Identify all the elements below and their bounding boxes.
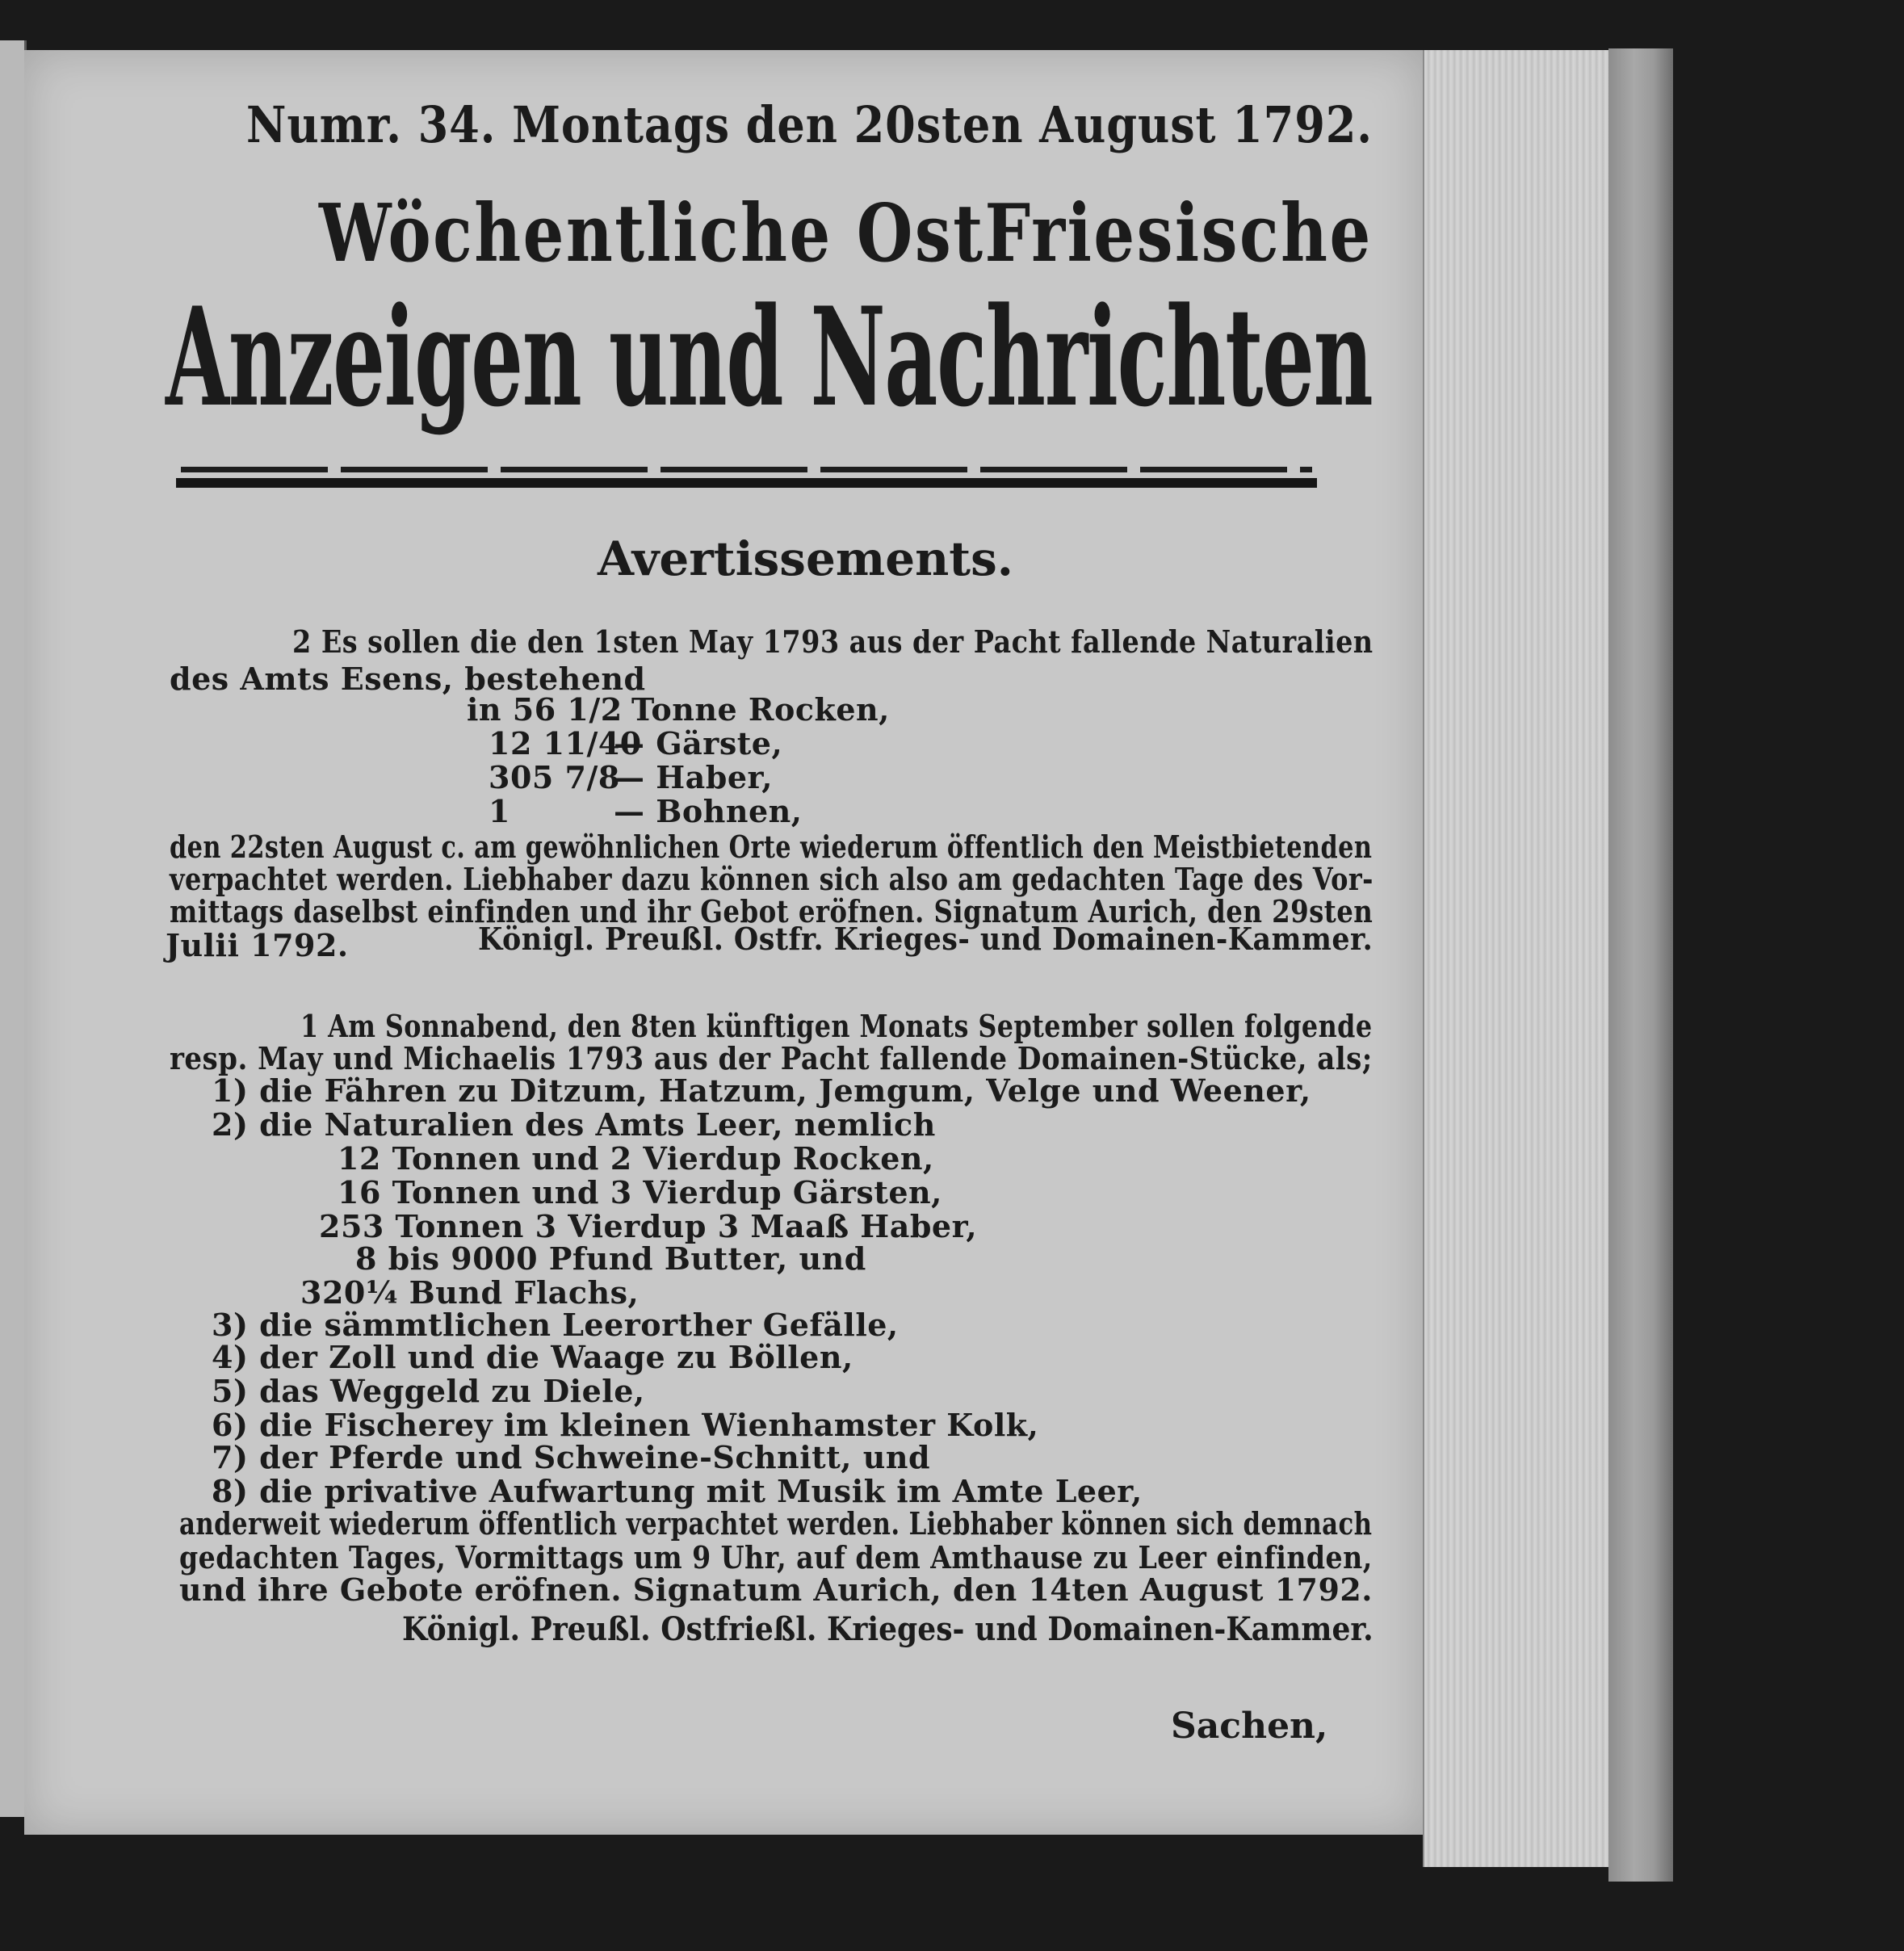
notice1-after-line2: verpachtet werden. Liebhaber dazu können sich also am gedachten Tage des Vor-	[170, 861, 1373, 897]
notice2-item: 6) die Fischerey im kleinen Wienhamster Kolk,	[212, 1407, 1039, 1443]
notice2-after-line3: und ihre Gebote eröfnen. Signatum Aurich, den 14ten August 1792.	[179, 1571, 1373, 1608]
page-stack-edges	[1423, 50, 1610, 1867]
notice1-item-label: Tonne Rocken,	[631, 691, 890, 728]
notice2-item: 1) die Fähren zu Ditzum, Hatzum, Jemgum, Velge und Weener,	[212, 1072, 1311, 1109]
notice1-item-label: — Haber,	[614, 759, 773, 795]
book-cover-edge	[1608, 48, 1673, 1882]
notice1-after-line1: den 22sten August c. am gewöhnlichen Orte wiederum öffentlich den Meistbietenden	[170, 829, 1373, 865]
notice2-line1: 1 Am Sonnabend, den 8ten künftigen Monats September sollen folgende	[300, 1008, 1373, 1044]
notice2-item: 3) die sämmtlichen Leerorther Gefälle,	[212, 1307, 899, 1343]
notice2-item: 5) das Weggeld zu Diele,	[212, 1373, 645, 1409]
issue-line: Numr. 34. Montags den 20sten August 1792.	[246, 95, 1373, 154]
notice1-item-qty: 1	[489, 793, 510, 829]
section-heading: Avertissements.	[598, 531, 1013, 586]
notice2-sub-item: 253 Tonnen 3 Vierdup 3 Maaß Haber,	[319, 1208, 978, 1244]
notice1-item-qty: 12 11/40	[489, 725, 642, 762]
notice2-after-line1: anderweit wiederum öffentlich verpachtet werden. Liebhaber können sich demnach	[179, 1505, 1373, 1542]
notice1-line1: 2 Es sollen die den 1sten May 1793 aus der Pacht fallende Naturalien	[292, 623, 1373, 660]
notice2-sub-item: 16 Tonnen und 3 Vierdup Gärsten,	[338, 1174, 942, 1210]
notice1-item-label: — Gärste,	[614, 725, 783, 762]
title-rule	[176, 478, 1317, 488]
notice1-item-qty: 305 7/8	[489, 759, 620, 795]
notice1-line2: des Amts Esens, bestehend	[170, 661, 646, 697]
notice1-after-line3: mittags daselbst einfinden und ihr Gebot eröfnen. Signatum Aurich, den 29sten	[170, 893, 1373, 929]
notice2-sub-item: 320¼ Bund Flachs,	[300, 1274, 640, 1311]
notice2-line2: resp. May und Michaelis 1793 aus der Pacht fallende Domainen-Stücke, als;	[170, 1040, 1373, 1076]
notice1-item-label: — Bohnen,	[614, 793, 803, 829]
notice2-after-line2: gedachten Tages, Vormittags um 9 Uhr, auf dem Amthause zu Leer einfinden,	[179, 1539, 1373, 1575]
notice2-sub-item: 12 Tonnen und 2 Vierdup Rocken,	[338, 1140, 934, 1177]
notice1-signature: Königl. Preußl. Ostfr. Krieges- und Domainen-Kammer.	[478, 921, 1373, 957]
notice2-item: 7) der Pferde und Schweine-Schnitt, und	[212, 1439, 931, 1475]
notice2-item: 4) der Zoll und die Waage zu Böllen,	[212, 1339, 853, 1375]
notice2-item: 8) die privative Aufwartung mit Musik im Amte Leer,	[212, 1473, 1143, 1509]
left-page-edge	[0, 40, 27, 1817]
notice2-item: 2) die Naturalien des Amts Leer, nemlich	[212, 1106, 936, 1143]
notice2-sub-item: 8 bis 9000 Pfund Butter, und	[355, 1240, 866, 1277]
notice2-signature: Königl. Preußl. Ostfrießl. Krieges- und Domainen-Kammer.	[402, 1610, 1373, 1648]
title-line-2: Anzeigen und Nachrichten	[166, 277, 1373, 437]
catchword: Sachen,	[1171, 1706, 1328, 1747]
title-line-1: Wöchentliche OstFriesische	[319, 187, 1373, 280]
notice1-after-line4-left: Julii 1792.	[166, 927, 349, 963]
notice1-item-qty: in 56 1/2	[467, 691, 623, 728]
